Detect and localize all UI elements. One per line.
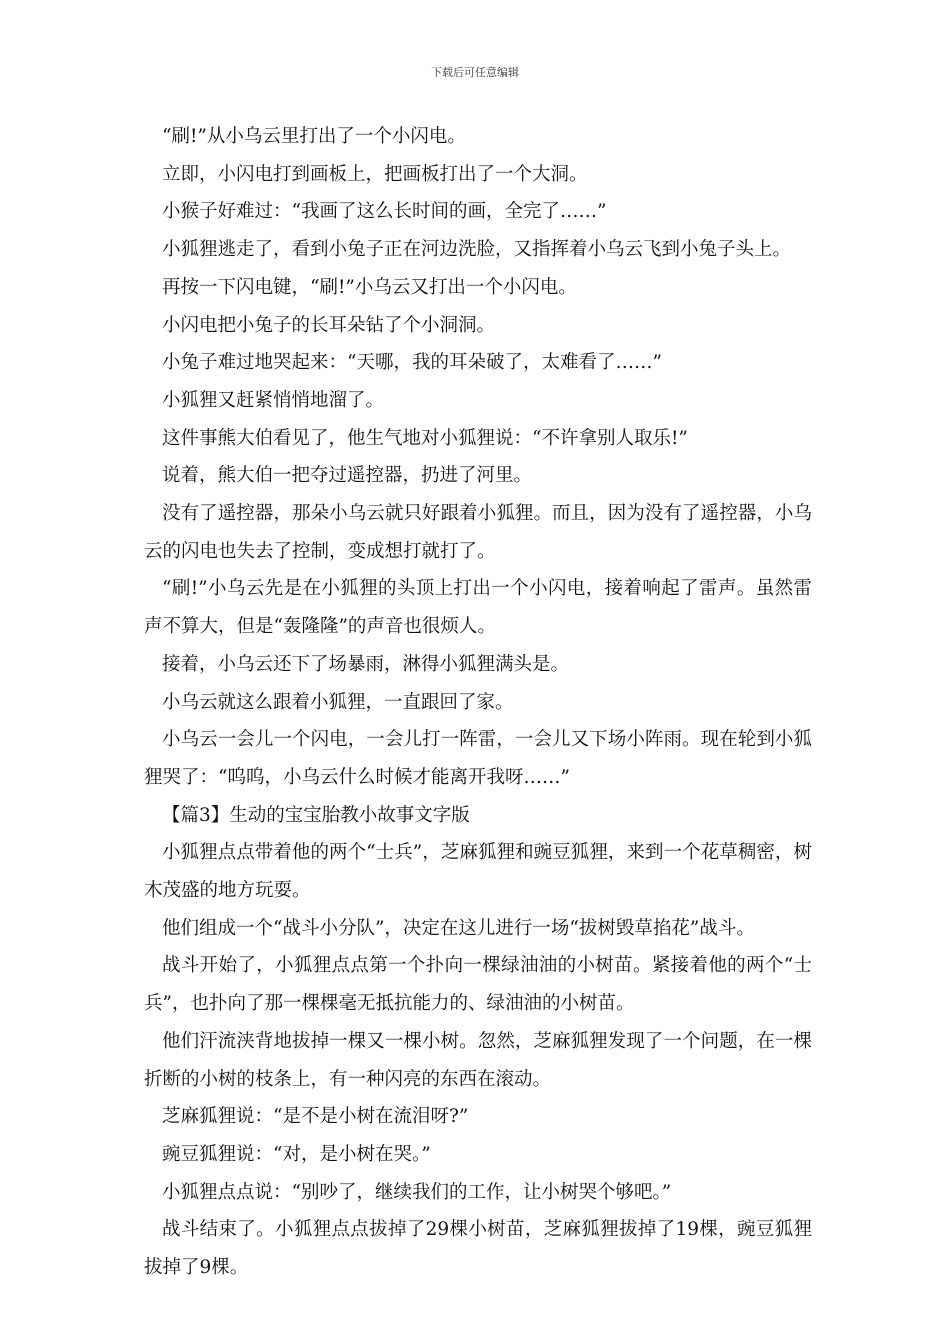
paragraph: 战斗结束了。小狐狸点点拔掉了29棵小树苗，芝麻狐狸拔掉了19棵，豌豆狐狸拔掉了9棵。 bbox=[144, 1219, 812, 1279]
paragraph: 他们组成一个“战斗小分队”，决定在这儿进行一场“拔树毁草掐花”战斗。 bbox=[162, 917, 755, 939]
paragraph: 豌豆狐狸说：“对，是小树在哭。” bbox=[162, 1143, 431, 1165]
paragraph: 小猴子好难过：“我画了这么长时间的画，全完了……” bbox=[162, 201, 607, 223]
paragraph: 小狐狸点点说：“别吵了，继续我们的工作，让小树哭个够吧。” bbox=[162, 1181, 672, 1203]
paragraph: “刷!”从小乌云里打出了一个小闪电。 bbox=[162, 126, 466, 147]
paragraph: 他们汗流浃背地拔掉一棵又一棵小树。忽然，芝麻狐狸发现了一个问题，在一棵折断的小树的枝条上，有一种闪亮的东西在滚动。 bbox=[144, 1030, 812, 1090]
paragraph: 立即，小闪电打到画板上，把画板打出了一个大洞。 bbox=[162, 163, 588, 185]
paragraph: 说着，熊大伯一把夺过遥控器，扔进了河里。 bbox=[162, 465, 533, 487]
paragraph: “刷!”小乌云先是在小狐狸的头顶上打出一个小闪电，接着响起了雷声。虽然雷声不算大，但是“轰隆隆”的声音也很烦人。 bbox=[144, 578, 812, 638]
page-header: 下载后可任意编辑 bbox=[431, 66, 519, 79]
paragraph: 小狐狸逃走了，看到小兔子正在河边洗脸，又指挥着小乌云飞到小兔子头上。 bbox=[162, 239, 792, 261]
paragraph: 小狐狸点点带着他的两个“士兵”，芝麻狐狸和豌豆狐狸，来到一个花草稠密，树木茂盛的地方玩耍。 bbox=[144, 842, 812, 902]
section-heading: 【篇3】生动的宝宝胎教小故事文字版 bbox=[162, 804, 470, 826]
paragraph: 小闪电把小兔子的长耳朵钻了个小洞洞。 bbox=[162, 314, 496, 336]
paragraph: 小兔子难过地哭起来：“天哪，我的耳朵破了，太难看了……” bbox=[162, 352, 662, 374]
paragraph: 小乌云就这么跟着小狐狸，一直跟回了家。 bbox=[162, 691, 514, 713]
document-body bbox=[144, 118, 812, 1287]
paragraph: 小乌云一会儿一个闪电，一会儿打一阵雷，一会儿又下场小阵雨。现在轮到小狐狸哭了：“呜呜，小乌云什么时候才能离开我呀……” bbox=[144, 729, 812, 788]
paragraph: 再按一下闪电键，“刷!”小乌云又打出一个小闪电。 bbox=[162, 276, 577, 298]
paragraph: 这件事熊大伯看见了，他生气地对小狐狸说：“不许拿别人取乐!” bbox=[162, 427, 688, 449]
paragraph: 芝麻狐狸说：“是不是小树在流泪呀?” bbox=[162, 1106, 469, 1128]
paragraph: 接着，小乌云还下了场暴雨，淋得小狐狸满头是。 bbox=[162, 653, 570, 675]
paragraph: 小狐狸又赶紧悄悄地溜了。 bbox=[162, 389, 385, 411]
paragraph: 没有了遥控器，那朵小乌云就只好跟着小狐狸。而且，因为没有了遥控器，小乌云的闪电也失去了控制，变成想打就打了。 bbox=[144, 503, 812, 562]
paragraph: 战斗开始了，小狐狸点点第一个扑向一棵绿油油的小树苗。紧接着他的两个“士兵”，也扑向了那一棵棵毫无抵抗能力的、绿油油的小树苗。 bbox=[144, 955, 812, 1015]
